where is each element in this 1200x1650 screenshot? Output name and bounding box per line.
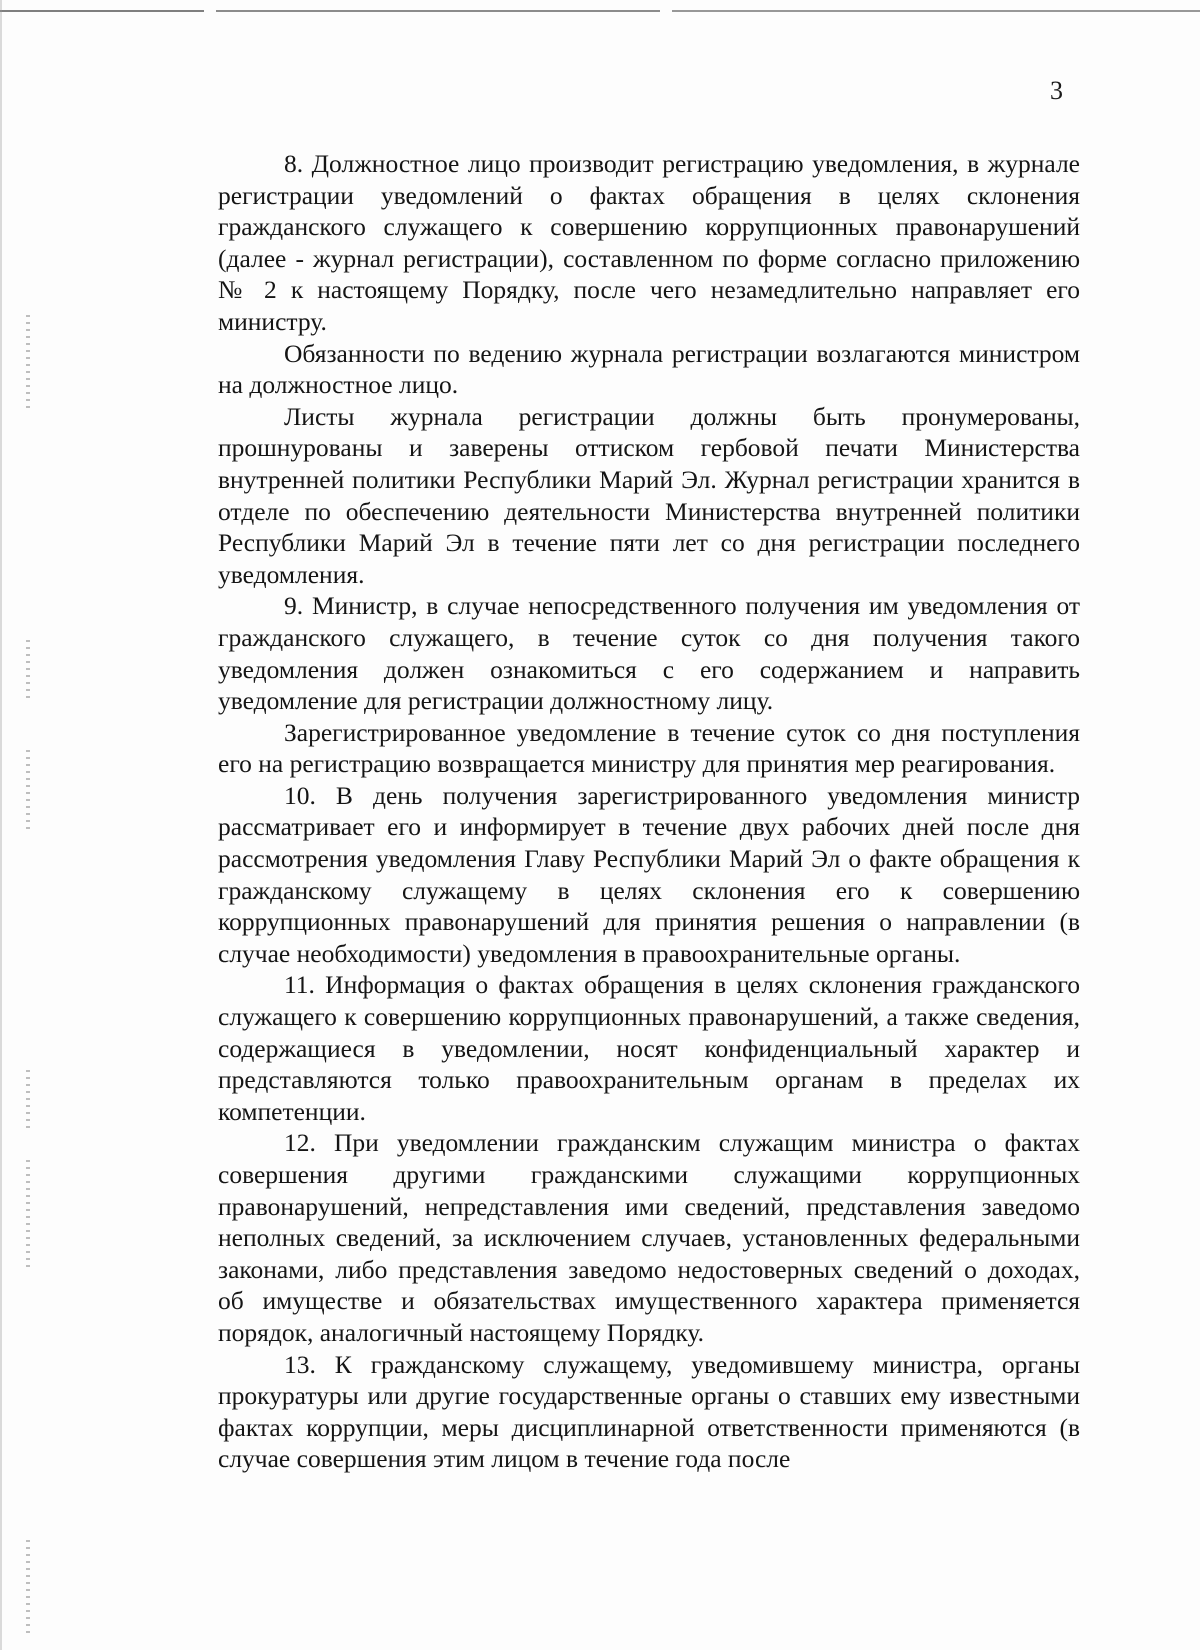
- scan-binding-marks: [26, 315, 30, 410]
- paragraph-9: 9. Министр, в случае непосредственного получения им уведомления от гражданского служащего, в течение суток со дня получения такого уведомления должен ознакомиться с его содержанием и направить уведомление для регистрации должностному лицу.: [218, 591, 1080, 716]
- scan-binding-marks: [26, 1540, 30, 1635]
- scan-binding-marks: [26, 750, 30, 830]
- scan-left-edge: [0, 0, 2, 1650]
- scan-binding-marks: [26, 1070, 30, 1130]
- paragraph-11: 11. Информация о фактах обращения в целях склонения гражданского служащего к совершению коррупционных правонарушений, а также сведения, содержащиеся в уведомлении, носят конфиденциальный характер и представляются только правоохранительным органам в пределах их компетенции.: [218, 970, 1080, 1126]
- scan-binding-marks: [26, 1160, 30, 1270]
- paragraph-9-registered: Зарегистрированное уведомление в течение суток со дня поступления его на регистрацию возвращается министру для принятия мер реагирования.: [218, 717, 1080, 779]
- page-number: 3: [1050, 76, 1063, 105]
- paragraph-8-duties: Обязанности по ведению журнала регистрации возлагаются министром на должностное лицо.: [218, 338, 1080, 400]
- document-body: [218, 148, 1080, 1475]
- scan-top-border: [0, 10, 1200, 12]
- paragraph-8-journal-sheets: Листы журнала регистрации должны быть пронумерованы, прошнурованы и заверены оттиском гербовой печати Министерства внутренней политики Республики Марий Эл. Журнал регистрации хранится в отделе по обеспечению деятельности Министерства внутренней политики Республики Марий Эл в течение пяти лет со дня регистрации последнего уведомления.: [218, 401, 1080, 589]
- paragraph-10: 10. В день получения зарегистрированного уведомления министр рассматривает его и информирует в течение двух рабочих дней после дня рассмотрения уведомления Главу Республики Марий Эл о факте обращения к гражданскому служащему в целях склонения его к совершению коррупционных правонарушений для принятия решения о направлении (в случае необходимости) уведомления в правоохранительные органы.: [218, 780, 1080, 968]
- scan-binding-marks: [26, 640, 30, 700]
- paragraph-12: 12. При уведомлении гражданским служащим министра о фактах совершения другими гражданскими служащими коррупционных правонарушений, непредставления ими сведений, представления заведомо неполных сведений, за исключением случаев, установленных федеральными законами, либо представления заведомо недостоверных сведений о доходах, об имуществе и обязательствах имущественного характера применяется порядок, аналогичный настоящему Порядку.: [218, 1128, 1080, 1347]
- paragraph-8: 8. Должностное лицо производит регистрацию уведомления, в журнале регистрации уведомлений о фактах обращения в целях склонения гражданского служащего к совершению коррупционных правонарушений (далее - журнал регистрации), составленном по форме согласно приложению № 2 к настоящему Порядку, после чего незамедлительно направляет его министру.: [218, 149, 1080, 336]
- paragraph-13: 13. К гражданскому служащему, уведомившему министра, органы прокуратуры или другие государственные органы о ставших ему известными фактах коррупции, меры дисциплинарной ответственности применяются (в случае совершения этим лицом в течение года после: [218, 1349, 1080, 1474]
